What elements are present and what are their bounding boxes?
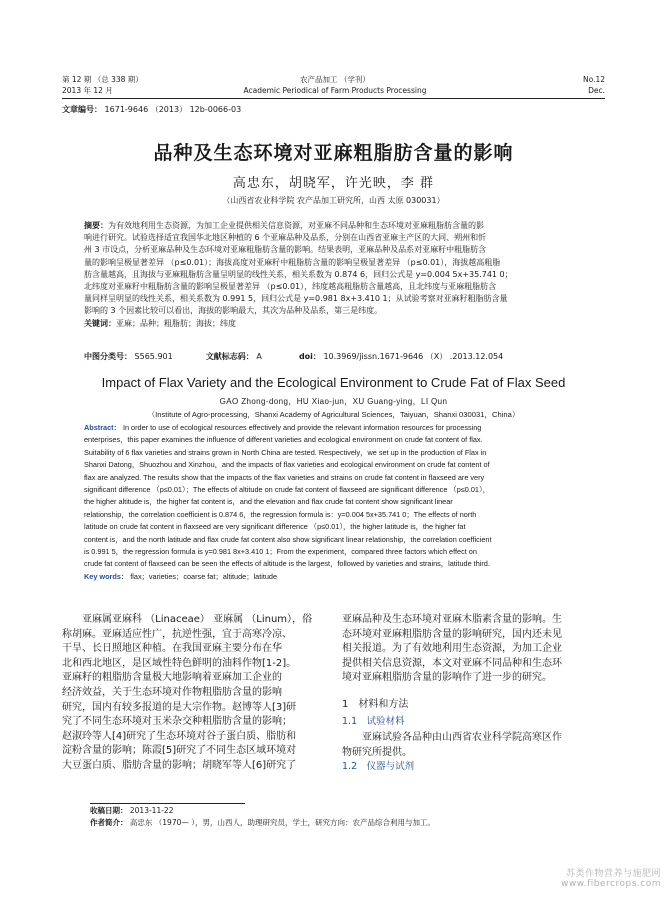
- abstract-en-line: relationship，the correlation coefficient is 0.874 6，the regression formula is：y=0.004 5x+35.741 0；The effects of north: [84, 509, 477, 519]
- abstract-en: [84, 422, 602, 583]
- journal-issue: [62, 74, 143, 96]
- abstract-en-line: Suitability of 6 flax varieties and strains grown in North China are tested. Respectively，we set up in the production of Flax in: [84, 447, 487, 457]
- journal-name: [230, 74, 440, 96]
- article-number: [62, 104, 241, 115]
- keywords-cn-value: 亚麻；品种；粗脂肪；海拔；纬度: [116, 318, 236, 328]
- article-number-value: 1671-9646 （2013） 12b-0066-03: [104, 105, 242, 114]
- header-rule: [62, 98, 605, 99]
- body-line: 究了不同生态环境对玉米杂交种粗脂肪含量的影响；: [62, 716, 292, 728]
- body-line: 大豆蛋白质、脂肪含量的影响；胡晓军等人[6]研究了: [62, 759, 297, 771]
- abstract-cn-line: 量同样呈明显的线性关系，相关系数为 0.991 5，回归公式是 y=0.981 8x+3.410 1；从试验考察对亚麻籽粗脂肪含量: [84, 294, 508, 304]
- abstract-en-line: Shanxi Datong，Shuozhou and Xinzhou，and the impacts of flax varieties and ecological environment on crude fat content of: [84, 460, 490, 470]
- clc-label: 中图分类号：: [84, 352, 132, 361]
- keywords-en-value: flax；varieties；coarse fat；altitude；latitude: [130, 571, 278, 581]
- body-line: 北和西北地区，是区域性特色鲜明的油料作物[1-2]。: [62, 657, 297, 669]
- body-line: 干旱、长日照地区种植。在我国亚麻主要分布在华: [62, 643, 282, 655]
- body-line: 亚麻属亚麻科 （Linaceae） 亚麻属 （Linum），俗: [82, 614, 313, 625]
- abstract-en-label: Abstract：: [84, 423, 121, 432]
- abstract-cn-line: 北纬度对亚麻籽中粗脂肪含量的影响呈极显著差异 （p≤0.01），纬度越高粗脂肪含量越高，且北纬度与亚麻粗脂肪含: [84, 282, 497, 292]
- author-bio-value: 高忠东 （1970— ），男，山西人，助理研究员，学士，研究方向：农产品综合利用与加工。: [129, 818, 435, 827]
- body-line: 亚麻试验各品种由山西省农业科学院高寒区作: [362, 732, 562, 744]
- clc-value: S565.901: [134, 352, 173, 361]
- keywords-cn-label: 关键词：: [84, 318, 116, 328]
- abstract-cn-line: 州 3 市设点，分析亚麻品种及生态环境对亚麻粗脂肪含量的影响。结果表明，亚麻品种及品系对亚麻籽中粗脂肪含: [84, 245, 487, 255]
- subsection-heading: 1.1 试验材料: [342, 715, 405, 727]
- footnote: [90, 805, 610, 829]
- abstract-cn-label: 摘要：: [84, 221, 108, 230]
- issue-number: 第 12 期 （总 338 期）: [62, 75, 143, 84]
- abstract-en-line: content is，and the north latitude and flax crude fat content also show significant linear relationship，the correlation coefficient: [84, 534, 492, 544]
- journal-title-en: Academic Periodical of Farm Products Processing: [243, 86, 427, 95]
- abstract-en-line: is 0.991 5，the regression formula is y=0.981 8x+3.410 1；From the experiment，compared three factors which effect on: [84, 547, 477, 557]
- issue-month-en: Dec.: [588, 86, 605, 95]
- abstract-cn-line: 影响的 3 个因素比较可以看出，海拔的影响最大，其次为品种及品系，第三是纬度。: [84, 306, 383, 316]
- title-en: Impact of Flax Variety and the Ecological Environment to Crude Fat of Flax Seed: [101, 375, 566, 390]
- body-right-column: [342, 613, 607, 775]
- classification-line: [84, 351, 602, 362]
- authors-en: GAO Zhong-dong，HU Xiao-jun，XU Guang-ying，LI Qun: [219, 397, 448, 406]
- watermark-url: www.fibercrops.com: [561, 879, 661, 889]
- authors-cn: 高忠东，胡晓军，许光映，李 群: [232, 176, 435, 191]
- body-line: 淀粉含量的影响；陈霞[5]研究了不同生态区域环境对: [62, 745, 297, 757]
- issue-date: 2013 年 12 月: [62, 86, 113, 95]
- abstract-en-line: latitude on crude fat content in flaxseed are very significant difference （p≤0.01），the higher latitude is，the higher fat: [84, 522, 466, 532]
- abstract-en-line: enterprises，this paper examines the influence of different varieties and ecological environment on crude fat content of flax.: [84, 435, 483, 445]
- keywords-en-label: Key words：: [84, 571, 129, 581]
- subsection-heading: 1.2 仪器与试剂: [342, 761, 415, 773]
- received-value: 2013-11-22: [129, 806, 174, 815]
- body-line: 亚麻品种及生态环境对亚麻木脂素含量的影响。生: [342, 614, 562, 625]
- abstract-cn-line: 肪含量越高，且海拔与亚麻粗脂肪含量呈明显的线性关系，相关系数为 0.874 6，回归公式是 y=0.004 5x+35.741 0；: [84, 269, 513, 279]
- issue-en: [583, 74, 605, 96]
- doc-code-value: A: [256, 352, 262, 361]
- footnote-rule: [90, 803, 245, 804]
- watermark: [561, 866, 661, 889]
- watermark-text: 苏类作物营养与施肥网: [565, 869, 661, 879]
- abstract-en-line: the higher altitude is，the higher fat content is，and the elevation and flax crude fat content show significant linear: [84, 497, 453, 507]
- body-left-column: [62, 613, 332, 774]
- abstract-en-line: significant difference （p≤0.01）；The effects of altitude on crude fat content of flaxseed are significant difference （p≤0.01），: [84, 485, 490, 495]
- affiliation-en: （Institute of Agro-processing，Shanxi Academy of Agricultural Sciences，Taiyuan，Shanxi 030031，China）: [147, 410, 520, 419]
- abstract-en-line: In order to use of ecological resources effectively and provide the relevant information resources for processing: [122, 423, 482, 432]
- author-bio-label: 作者简介：: [90, 818, 128, 827]
- doi-value: 10.3969/jissn.1671-9646 （X） .2013.12.054: [323, 352, 504, 361]
- body-line: 赵淑玲等人[4]研究了生态环境对谷子蛋白质、脂肪和: [62, 730, 297, 742]
- body-line: 相关报道。为了有效地利用生态资源，为加工企业: [342, 643, 562, 655]
- article-number-label: 文章编号：: [62, 105, 102, 114]
- journal-title-cn: 农产品加工 （学刊）: [300, 75, 370, 84]
- body-line: 提供相关信息资源，本文对亚麻不同品种和生态环: [342, 657, 562, 669]
- doi-label: doi：: [298, 352, 321, 361]
- abstract-cn-line: 量的影响呈极显著差异 （p≤0.01）；海拔高度对亚麻籽中粗脂肪含量的影响呈极显著差异 （p≤0.01），海拔越高粗脂: [84, 257, 501, 267]
- body-line: 研究，国内有较多报道的是大宗作物。赵博等人[3]研: [62, 701, 297, 713]
- body-line: 亚麻籽的粗脂肪含量极大地影响着亚麻加工企业的: [62, 672, 282, 684]
- affiliation-cn: （山西省农业科学院 农产品加工研究所，山西 太原 030031）: [222, 196, 445, 205]
- body-line: 态环境对亚麻粗脂肪含量的影响研究，国内还未见: [342, 628, 562, 640]
- abstract-cn-line: 响进行研究。试验选择适宜我国华北地区种植的 6 个亚麻品种及品系，分别在山西省亚麻主产区的大同、朔州和忻: [84, 233, 487, 243]
- abstract-en-line: crude fat content of flaxseed can be seen the effects of altitude is the largest，followed by varieties and strains，latitude third.: [84, 559, 490, 569]
- abstract-en-line: flax are analyzed. The results show that the impacts of the flax varieties and strains on crude fat content in flaxseed are very: [84, 472, 485, 482]
- doc-code-label: 文献标志码：: [205, 352, 254, 361]
- issue-number-en: No.12: [583, 75, 605, 84]
- body-line: 经济效益，关于生态环境对作物粗脂肪含量的影响: [62, 686, 282, 698]
- body-line: 物研究所提供。: [342, 746, 412, 758]
- page-title: 品种及生态环境对亚麻粗脂肪含量的影响: [153, 142, 514, 164]
- abstract-cn: [84, 220, 602, 330]
- body-line: 称胡麻。亚麻适应性广，抗逆性强，宜于高寒冷凉、: [62, 628, 292, 640]
- abstract-cn-line: 为有效地利用生态资源，为加工企业提供相关信息资源，对亚麻不同品种和生态环境对亚麻粗脂肪含量的影: [108, 221, 484, 230]
- received-label: 收稿日期：: [90, 806, 128, 815]
- body-line: 境对亚麻粗脂肪含量的影响作了进一步的研究。: [342, 672, 552, 684]
- section-heading: 1 材料和方法: [342, 698, 409, 710]
